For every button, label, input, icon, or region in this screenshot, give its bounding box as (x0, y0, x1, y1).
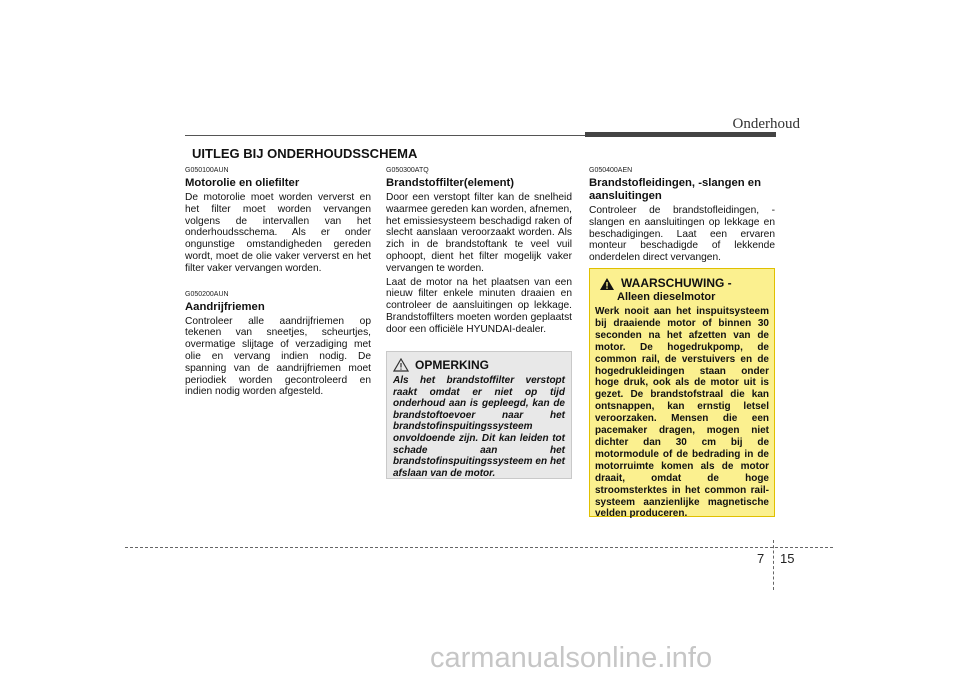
warning-box (589, 268, 775, 520)
header-rule (185, 135, 585, 136)
paragraph: De motorolie moet worden ververst en het filter moet worden vervangen volgens de intervallen van het onderhoudsschema. Als er onder ongunstige omstandigheden gereden wordt, moet de olie vaker ververst en het filter vaker vervangen worden. (185, 192, 371, 274)
warning-header (595, 277, 769, 291)
section-title: UITLEG BIJ ONDERHOUDSSCHEMA (192, 146, 418, 161)
heading-motorolie: Motorolie en oliefilter (185, 177, 300, 189)
doc-code: G050100AUN (185, 167, 229, 174)
column-middle (386, 166, 572, 338)
spacer (185, 277, 371, 290)
paragraph: Controleer de brandstofleidingen, -slangen en aansluitingen op lekkage en beschadigingen. Laat een ervaren monteur beschadigde of lekkende onderdelen direct vervangen. (589, 205, 775, 264)
doc-code: G050400AEN (589, 167, 633, 174)
watermark: carmanualsonline.info (430, 642, 713, 674)
doc-code: G050300ATQ (386, 167, 429, 174)
header-rule-accent (585, 132, 776, 137)
note-header (393, 358, 565, 372)
heading-aandrijfriemen: Aandrijfriemen (185, 300, 265, 313)
note-title: OPMERKING (415, 358, 490, 372)
paragraph: Door een verstopt filter kan de snelheid waarmee gereden kan worden, afnemen, het emissiesysteem beschadigd raken of slecht aanslaan veroorzaakt worden. Als zich in de brandstoftank te veel vuil ophoopt, dient het filter mogelijk vaker vervangen te worden. (386, 192, 572, 274)
warning-subtitle: Alleen dieselmotor (617, 291, 716, 303)
doc-code: G050200AUN (185, 290, 229, 298)
column-left (185, 166, 371, 400)
warning-triangle-icon (599, 277, 615, 291)
chapter-number: 7 (757, 551, 765, 566)
paragraph: Laat de motor na het plaatsen van een nieuw filter enkele minuten draaien en controleer de aansluitingen op lekkage. Brandstoffilters moeten worden geplaatst door een officiële HYUNDAI-dealer. (386, 276, 572, 335)
note-box (386, 351, 572, 479)
footer-rule (125, 547, 833, 548)
note-text: Als het brandstoffilter verstopt raakt omdat er niet op tijd onderhoud aan is gepleegd, kan de brandstoftoevoer naar het brandstofinspuitingssysteem onvoldoende zijn. Dit kan leiden tot schade aan het brandstofinspuitingssysteem en het afslaan van de motor. (393, 375, 565, 479)
heading-brandstoffilter: Brandstoffilter(element) (386, 177, 515, 189)
column-right (589, 166, 775, 266)
warning-title: WAARSCHUWING - (621, 276, 732, 290)
warning-text: Werk nooit aan het inspuitsysteem bij draaiende motor of binnen 30 seconden na het afzetten van de motor. De hogedrukpomp, de common rail, de verstuivers en de hogedrukleidingen staan onder hoge druk, ook als de motor uit is gezet. De brandstofstraal die kan ontsnappen, kan ernstig letsel veroorzaken. Mensen die een pacemaker dragen, mogen niet dichter dan 30 cm bij de motormodule of de bedrading in de motorruimte komen als de motor draait, omdat de hoge stroomsterktes in het common rail-systeem aanzienlijke magnetische velden produceren. (595, 306, 769, 520)
warning-triangle-icon (393, 358, 409, 372)
heading-brandstofleidingen: Brandstofleidingen, -slangen en aansluitingen (589, 177, 761, 202)
paragraph: Controleer alle aandrijfriemen op tekenen van sneetjes, scheurtjes, overmatige slijtage of verzadiging met olie en vervang indien nodig. De spanning van de aandrijfriemen moet periodiek worden gecontroleerd en indien nodig worden afgesteld. (185, 315, 371, 398)
footer-divider (773, 540, 774, 590)
section-header: Onderhoud (732, 116, 800, 132)
page-number: 15 (780, 551, 795, 566)
